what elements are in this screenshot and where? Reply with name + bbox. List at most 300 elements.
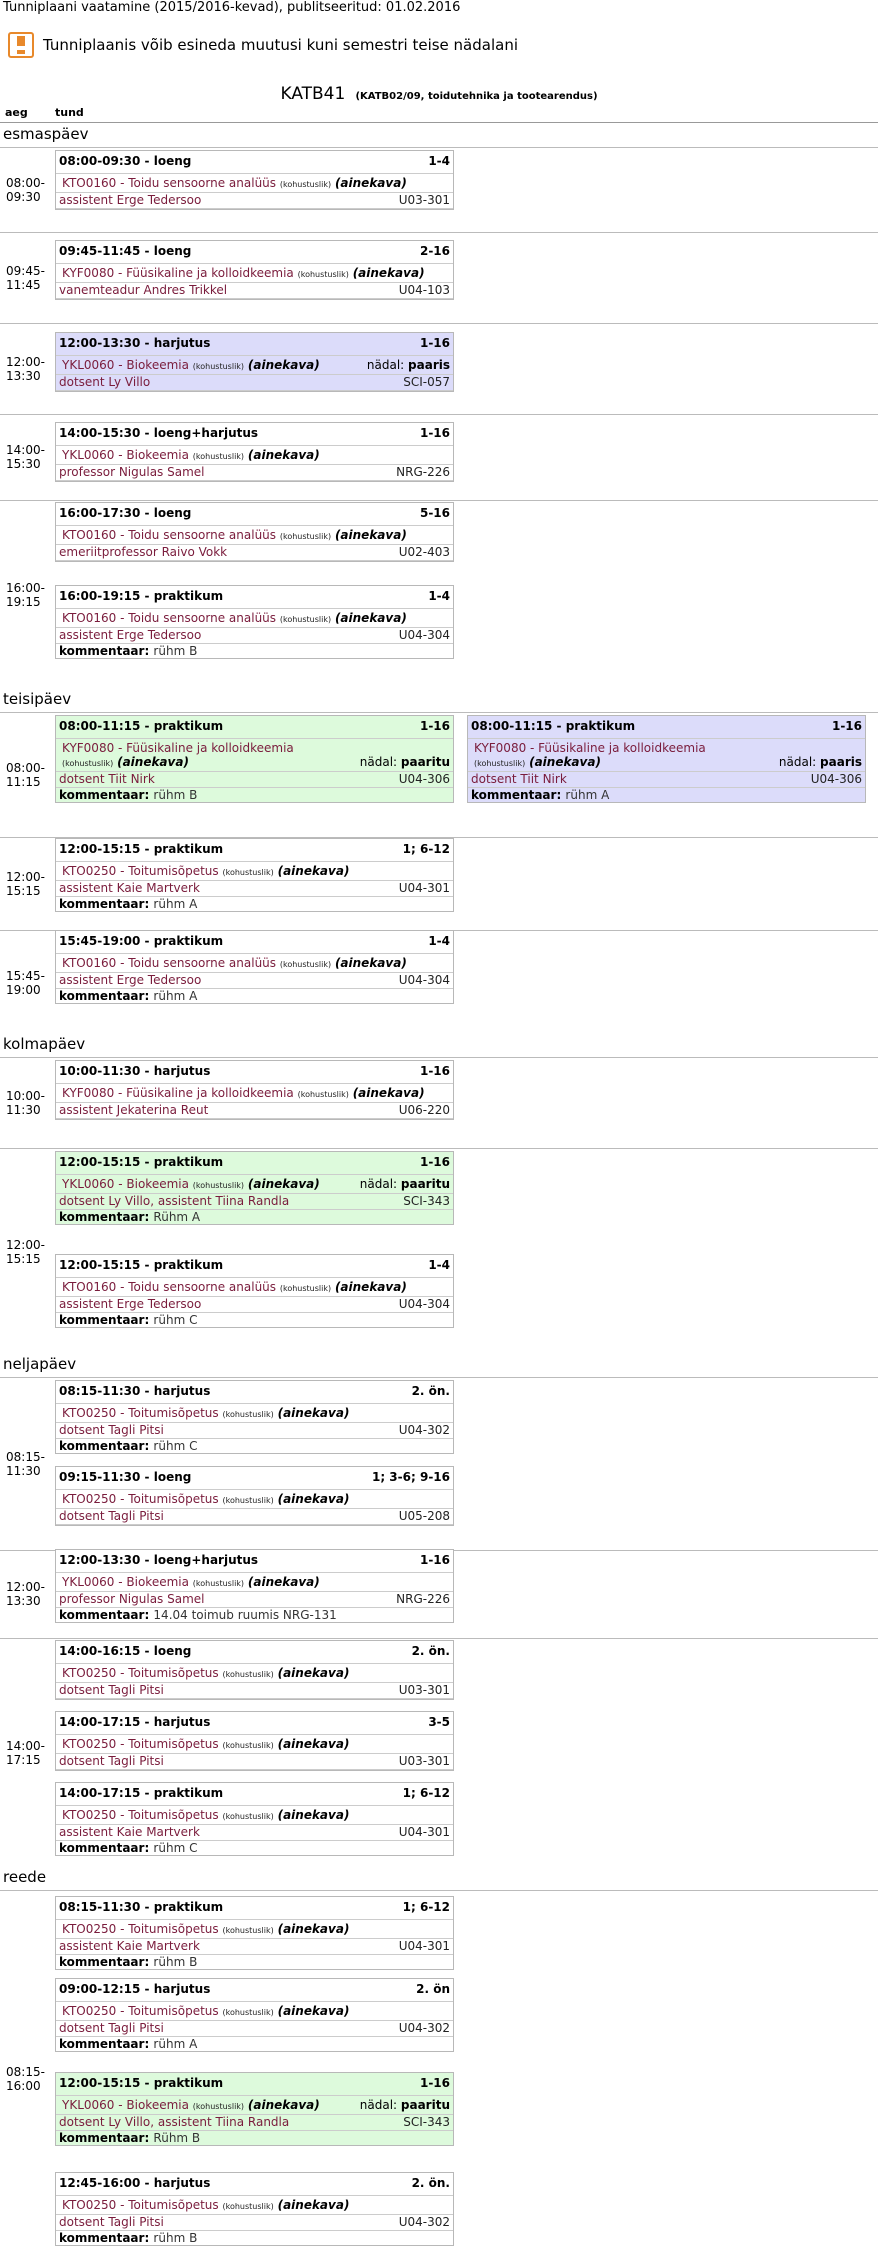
course-row — [56, 446, 453, 465]
class-card[interactable] — [55, 150, 454, 210]
class-type: harjutus — [153, 2176, 211, 2190]
course-status: (kohustuslik) — [279, 960, 332, 969]
slot-divider — [0, 323, 878, 324]
class-card[interactable] — [55, 2172, 454, 2246]
teacher-row — [56, 1194, 453, 1210]
teacher-row — [56, 881, 453, 897]
comment-label: kommentaar: — [59, 1210, 154, 1224]
week-parity-value: paaritu — [400, 2098, 450, 2112]
comment-label: kommentaar: — [59, 788, 154, 802]
course-link[interactable]: KYF0080 - Füüsikaline ja kolloidkeemia — [62, 266, 294, 280]
class-time: 08:00-11:15 - — [471, 719, 566, 733]
slot-time-start: 08:00- — [6, 761, 45, 775]
syllabus-link[interactable]: (ainekava) — [117, 755, 189, 769]
group-code: KATB41 — [280, 84, 346, 104]
course-link[interactable]: KYF0080 - Füüsikaline ja kolloidkeemia — [62, 741, 294, 755]
course-link[interactable]: YKL0060 - Biokeemia — [62, 1575, 189, 1589]
course-row — [56, 1278, 453, 1297]
teacher-row — [56, 628, 453, 644]
class-type: harjutus — [153, 1064, 211, 1078]
slot-time-start: 10:00- — [6, 1089, 45, 1103]
class-card[interactable] — [55, 1782, 454, 1856]
teacher-link[interactable]: assistent Kaie Martverk — [59, 881, 200, 895]
week-parity — [779, 755, 862, 769]
teacher-link[interactable]: dotsent Ly Villo — [59, 375, 151, 389]
page-title: Tunniplaani vaatamine (2015/2016-kevad), publitseeritud: 01.02.2016 — [3, 0, 461, 15]
comment-row — [56, 1313, 453, 1327]
syllabus-link[interactable]: (ainekava) — [277, 1737, 350, 1751]
class-time: 12:45-16:00 - — [59, 2176, 154, 2190]
week-parity-label: nädal: — [359, 1177, 401, 1191]
comment-value: rühm C — [153, 1439, 198, 1453]
course-link[interactable]: KTO0250 - Toitumisõpetus — [62, 1492, 219, 1506]
room-code: U04-306 — [398, 772, 450, 786]
comment-value: Rühm A — [153, 1210, 201, 1224]
teacher-row — [56, 1683, 453, 1699]
course-link[interactable]: KTO0250 - Toitumisõpetus — [62, 864, 219, 878]
teacher-row — [56, 545, 453, 561]
course-row — [56, 356, 453, 375]
syllabus-link[interactable]: (ainekava) — [334, 176, 407, 190]
course-status: (kohustuslik) — [222, 868, 274, 877]
header-divider — [0, 122, 878, 123]
day-name: teisipäev — [3, 690, 72, 708]
week-parity-label: nädal: — [359, 2098, 401, 2112]
slot-time-start: 08:00- — [6, 176, 45, 190]
slot-divider — [0, 500, 878, 501]
syllabus-link[interactable]: (ainekava) — [247, 448, 320, 462]
course-link[interactable]: KTO0160 - Toidu sensoorne analüüs — [62, 528, 277, 542]
slot-time-start: 14:00- — [6, 1739, 45, 1753]
class-time: 08:00-09:30 - — [59, 154, 154, 168]
class-time: 14:00-16:15 - — [59, 1644, 154, 1658]
card-header — [56, 1381, 453, 1404]
week-parity-label: nädal: — [359, 755, 401, 769]
course-link[interactable]: KTO0250 - Toitumisõpetus — [62, 1666, 219, 1680]
class-weeks: 1-16 — [419, 2076, 450, 2090]
slot-time — [6, 870, 46, 898]
slot-time-end: 15:15 — [6, 883, 41, 898]
comment-label: kommentaar: — [59, 1313, 154, 1327]
room-code: U03-301 — [398, 1683, 450, 1697]
teacher-link[interactable]: assistent Kaie Martverk — [59, 1825, 200, 1839]
syllabus-link[interactable]: (ainekava) — [529, 755, 601, 769]
comment-label: kommentaar: — [59, 989, 154, 1003]
class-weeks: 2. ön. — [411, 1384, 450, 1398]
teacher-row — [56, 1592, 453, 1608]
day-divider — [0, 712, 878, 713]
room-code: U04-302 — [398, 2021, 450, 2035]
room-code: SCI-343 — [403, 1194, 450, 1208]
teacher-row — [56, 1297, 453, 1313]
class-card[interactable] — [55, 1466, 454, 1526]
room-code: U03-301 — [398, 193, 450, 207]
class-weeks: 1-4 — [428, 154, 450, 168]
slot-time-start: 14:00- — [6, 443, 45, 457]
class-card[interactable] — [55, 930, 454, 1004]
teacher-row — [56, 1939, 453, 1955]
room-code: U04-306 — [810, 772, 862, 786]
slot-time-end: 11:30 — [6, 1464, 41, 1478]
teacher-link[interactable]: dotsent Tiit Nirk — [471, 772, 567, 786]
slot-time — [6, 1450, 46, 1478]
room-code: SCI-343 — [403, 2115, 450, 2129]
teacher-row — [56, 1754, 453, 1770]
course-link[interactable]: KYF0080 - Füüsikaline ja kolloidkeemia — [474, 741, 706, 755]
syllabus-link[interactable]: (ainekava) — [352, 266, 425, 280]
class-card[interactable] — [55, 1254, 454, 1328]
comment-row — [56, 1210, 453, 1224]
course-row — [56, 739, 453, 772]
teacher-row — [56, 283, 453, 299]
class-card[interactable] — [55, 332, 454, 392]
course-status: (kohustuslik) — [222, 1926, 274, 1935]
course-row — [56, 1404, 453, 1423]
comment-label: kommentaar: — [59, 1955, 154, 1969]
class-weeks: 2. ön — [416, 1982, 450, 1996]
course-row — [56, 954, 453, 973]
teacher-link[interactable]: dotsent Tagli Pitsi — [59, 1423, 164, 1437]
course-status: (kohustuslik) — [192, 2102, 245, 2111]
teacher-link[interactable]: vanemteadur Andres Trikkel — [59, 283, 228, 297]
class-weeks: 1-16 — [419, 1553, 450, 1567]
class-time: 16:00-19:15 - — [59, 589, 154, 603]
week-parity — [360, 755, 450, 769]
class-card[interactable] — [55, 715, 454, 803]
comment-label: kommentaar: — [59, 2231, 154, 2245]
slot-time-end: 15:30 — [6, 457, 41, 471]
class-type: praktikum — [153, 1258, 224, 1272]
slot-time-start: 08:15- — [6, 1450, 45, 1464]
comment-row — [56, 2037, 453, 2051]
card-header — [56, 1550, 453, 1573]
class-type: harjutus — [153, 1982, 211, 1996]
teacher-link[interactable]: dotsent Ly Villo, assistent Tiina Randla — [59, 1194, 290, 1208]
course-status: (kohustuslik) — [222, 1670, 274, 1679]
teacher-row — [56, 375, 453, 391]
card-header — [56, 1897, 453, 1920]
card-header — [56, 503, 453, 526]
teacher-row — [56, 1103, 453, 1119]
card-header — [56, 2073, 453, 2096]
card-header — [56, 1061, 453, 1084]
course-status: (kohustuslik) — [222, 1496, 274, 1505]
syllabus-link[interactable]: (ainekava) — [277, 2004, 350, 2018]
class-card[interactable] — [55, 1978, 454, 2052]
class-time: 12:00-13:30 - — [59, 1553, 154, 1567]
class-type: praktikum — [153, 719, 224, 733]
card-header — [56, 1467, 453, 1490]
room-code: U04-103 — [398, 283, 450, 297]
class-type: praktikum — [153, 1786, 224, 1800]
class-card[interactable] — [55, 240, 454, 300]
course-row — [56, 2196, 453, 2215]
comment-label: kommentaar: — [59, 1608, 154, 1622]
class-card[interactable] — [55, 2072, 454, 2146]
comment-row — [56, 989, 453, 1003]
course-row — [468, 739, 865, 772]
teacher-link[interactable]: assistent Erge Tedersoo — [59, 193, 202, 207]
teacher-row — [56, 1423, 453, 1439]
room-code: U04-304 — [398, 973, 450, 987]
course-status: (kohustuslik) — [297, 1090, 349, 1099]
course-row — [56, 264, 453, 283]
day-name: neljapäev — [3, 1355, 77, 1373]
room-code: U04-304 — [398, 1297, 450, 1311]
course-link[interactable]: YKL0060 - Biokeemia — [62, 358, 189, 372]
class-card[interactable] — [55, 1549, 454, 1623]
class-card[interactable] — [55, 1151, 454, 1225]
class-time: 08:15-11:30 - — [59, 1384, 154, 1398]
slot-time — [6, 969, 46, 997]
course-link[interactable]: KTO0160 - Toidu sensoorne analüüs — [62, 1280, 277, 1294]
class-weeks: 1-16 — [419, 719, 450, 733]
day-divider — [0, 1057, 878, 1058]
class-card[interactable] — [55, 502, 454, 562]
course-link[interactable]: YKL0060 - Biokeemia — [62, 2098, 189, 2112]
course-row — [56, 526, 453, 545]
card-header — [56, 716, 453, 739]
course-status: (kohustuslik) — [192, 1579, 245, 1588]
teacher-link[interactable]: assistent Kaie Martverk — [59, 1939, 200, 1953]
column-header-time: aeg — [5, 106, 28, 119]
class-card[interactable] — [55, 1711, 454, 1771]
class-weeks: 2. ön. — [411, 1644, 450, 1658]
course-link[interactable]: KTO0160 - Toidu sensoorne analüüs — [62, 956, 277, 970]
class-weeks: 1; 6-12 — [402, 1900, 450, 1914]
class-type: loeng — [153, 1644, 192, 1658]
course-link[interactable]: KTO0250 - Toitumisõpetus — [62, 1808, 219, 1822]
slot-time — [6, 443, 46, 471]
course-status: (kohustuslik) — [222, 1741, 274, 1750]
comment-row — [56, 1439, 453, 1453]
teacher-link[interactable]: emeriitprofessor Raivo Vokk — [59, 545, 228, 559]
class-type: praktikum — [153, 934, 224, 948]
teacher-link[interactable]: dotsent Tagli Pitsi — [59, 2021, 164, 2035]
teacher-link[interactable]: assistent Erge Tedersoo — [59, 628, 202, 642]
teacher-row — [56, 973, 453, 989]
teacher-link[interactable]: dotsent Tagli Pitsi — [59, 2215, 164, 2229]
comment-label: kommentaar: — [471, 788, 566, 802]
course-link[interactable]: KTO0250 - Toitumisõpetus — [62, 1737, 219, 1751]
class-type: praktikum — [153, 842, 224, 856]
course-status: (kohustuslik) — [192, 452, 245, 461]
class-type: harjutus — [153, 1715, 211, 1729]
teacher-row — [56, 2021, 453, 2037]
room-code: U03-301 — [398, 1754, 450, 1768]
class-time: 12:00-13:30 - — [59, 336, 154, 350]
class-weeks: 1-16 — [831, 719, 862, 733]
course-status: (kohustuslik) — [279, 532, 332, 541]
slot-time-end: 11:30 — [6, 1103, 41, 1117]
teacher-link[interactable]: assistent Erge Tedersoo — [59, 973, 202, 987]
slot-divider — [0, 232, 878, 233]
week-parity-value: paaris — [408, 358, 450, 372]
teacher-link[interactable]: assistent Jekaterina Reut — [59, 1103, 209, 1117]
slot-time-start: 16:00- — [6, 581, 45, 595]
slot-time — [6, 581, 46, 609]
teacher-row — [56, 2115, 453, 2131]
course-status: (kohustuslik) — [222, 2202, 274, 2211]
comment-value: rühm A — [565, 788, 610, 802]
syllabus-link[interactable]: (ainekava) — [277, 1666, 350, 1680]
course-row — [56, 2096, 453, 2115]
course-link[interactable]: KTO0250 - Toitumisõpetus — [62, 2198, 219, 2212]
class-time: 08:15-11:30 - — [59, 1900, 154, 1914]
class-weeks: 3-5 — [428, 1715, 450, 1729]
class-type: harjutus — [153, 1384, 211, 1398]
comment-row — [56, 644, 453, 658]
comment-row — [56, 1955, 453, 1969]
week-parity — [360, 1177, 450, 1191]
class-time: 14:00-15:30 - — [59, 426, 154, 440]
teacher-link[interactable]: professor Nigulas Samel — [59, 465, 205, 479]
class-card[interactable] — [55, 1896, 454, 1970]
course-row — [56, 1735, 453, 1754]
slot-time — [6, 1238, 46, 1266]
syllabus-link[interactable]: (ainekava) — [277, 2198, 350, 2212]
class-type: praktikum — [153, 2076, 224, 2090]
comment-value: rühm B — [153, 644, 198, 658]
slot-time-start: 08:15- — [6, 2064, 45, 2079]
course-link[interactable]: KTO0250 - Toitumisõpetus — [62, 1922, 219, 1936]
syllabus-link[interactable]: (ainekava) — [334, 611, 407, 625]
class-card[interactable] — [55, 1060, 454, 1120]
comment-value: rühm B — [153, 788, 198, 802]
course-status: (kohustuslik) — [279, 1284, 332, 1293]
day-divider — [0, 147, 878, 148]
class-card[interactable] — [467, 715, 866, 803]
class-weeks: 1-4 — [428, 1258, 450, 1272]
notice-text: Tunniplaanis võib esineda muutusi kuni semestri teise nädalani — [43, 36, 518, 54]
course-row — [56, 1806, 453, 1825]
class-card[interactable] — [55, 1640, 454, 1700]
slot-time-start: 15:45- — [6, 968, 45, 983]
comment-value: Rühm B — [153, 2131, 201, 2145]
course-status: (kohustuslik) — [279, 615, 332, 624]
day-name: kolmapäev — [3, 1035, 86, 1053]
class-time: 08:00-11:15 - — [59, 719, 154, 733]
card-header — [56, 1641, 453, 1664]
course-link[interactable]: KTO0160 - Toidu sensoorne analüüs — [62, 611, 277, 625]
course-link[interactable]: KTO0250 - Toitumisõpetus — [62, 2004, 219, 2018]
course-row — [56, 1175, 453, 1194]
class-type: harjutus — [153, 336, 211, 350]
syllabus-link[interactable]: (ainekava) — [334, 1280, 407, 1294]
comment-value: rühm A — [153, 897, 198, 911]
syllabus-link[interactable]: (ainekava) — [247, 1575, 320, 1589]
course-status: (kohustuslik) — [222, 1410, 274, 1419]
slot-time-end: 19:15 — [6, 595, 41, 609]
course-status: (kohustuslik) — [192, 362, 245, 371]
syllabus-link[interactable]: (ainekava) — [277, 1406, 350, 1420]
day-name: reede — [3, 1868, 47, 1886]
course-row — [56, 1920, 453, 1939]
class-weeks: 1-16 — [419, 1064, 450, 1078]
room-code: U02-403 — [398, 545, 450, 559]
slot-divider — [0, 414, 878, 415]
syllabus-link[interactable]: (ainekava) — [352, 1086, 425, 1100]
class-time: 12:00-15:15 - — [59, 1155, 154, 1169]
class-card[interactable] — [55, 838, 454, 912]
class-type: loeng+harjutus — [153, 1553, 259, 1567]
syllabus-link[interactable]: (ainekava) — [277, 1808, 350, 1822]
card-header — [56, 1712, 453, 1735]
week-parity — [360, 2098, 450, 2112]
room-code: NRG-226 — [396, 1592, 450, 1606]
class-card[interactable] — [55, 585, 454, 659]
slot-time-start: 12:00- — [6, 354, 45, 369]
course-link[interactable]: KYF0080 - Füüsikaline ja kolloidkeemia — [62, 1086, 294, 1100]
class-weeks: 1; 6-12 — [402, 1786, 450, 1800]
slot-time-end: 15:15 — [6, 1251, 41, 1266]
syllabus-link[interactable]: (ainekava) — [247, 358, 320, 372]
slot-time-start: 12:00- — [6, 1237, 45, 1252]
course-link[interactable]: YKL0060 - Biokeemia — [62, 448, 189, 462]
course-status: (kohustuslik) — [62, 759, 114, 768]
comment-row — [56, 1608, 453, 1622]
class-type: loeng — [153, 154, 192, 168]
class-card[interactable] — [55, 422, 454, 482]
slot-time-end: 17:15 — [6, 1753, 41, 1767]
comment-value: rühm A — [153, 2037, 198, 2051]
comment-row — [56, 897, 453, 911]
syllabus-link[interactable]: (ainekava) — [277, 1492, 350, 1506]
syllabus-link[interactable]: (ainekava) — [334, 956, 407, 970]
class-weeks: 1-16 — [419, 1155, 450, 1169]
card-header — [56, 1255, 453, 1278]
slot-time — [6, 2065, 46, 2093]
course-link[interactable]: KTO0250 - Toitumisõpetus — [62, 1406, 219, 1420]
teacher-link[interactable]: dotsent Tagli Pitsi — [59, 1754, 164, 1768]
slot-time — [6, 355, 46, 383]
syllabus-link[interactable]: (ainekava) — [334, 528, 407, 542]
comment-value: rühm B — [153, 1955, 198, 1969]
teacher-row — [56, 1825, 453, 1841]
teacher-link[interactable]: assistent Erge Tedersoo — [59, 1297, 202, 1311]
teacher-link[interactable]: professor Nigulas Samel — [59, 1592, 205, 1606]
teacher-link[interactable]: dotsent Tiit Nirk — [59, 772, 155, 786]
class-time: 09:00-12:15 - — [59, 1982, 154, 1996]
course-link[interactable]: KTO0160 - Toidu sensoorne analüüs — [62, 176, 277, 190]
room-code: U04-301 — [398, 1939, 450, 1953]
teacher-link[interactable]: dotsent Tagli Pitsi — [59, 1509, 164, 1523]
course-link[interactable]: YKL0060 - Biokeemia — [62, 1177, 189, 1191]
syllabus-link[interactable]: (ainekava) — [247, 1177, 320, 1191]
day-divider — [0, 1377, 878, 1378]
class-card[interactable] — [55, 1380, 454, 1454]
slot-time-start: 09:45- — [6, 263, 45, 278]
class-weeks: 1; 6-12 — [402, 842, 450, 856]
notice-banner — [8, 32, 518, 58]
syllabus-link[interactable]: (ainekava) — [247, 2098, 320, 2112]
class-type: praktikum — [153, 1155, 224, 1169]
week-parity-value: paaritu — [400, 755, 450, 769]
class-type: praktikum — [153, 589, 224, 603]
syllabus-link[interactable]: (ainekava) — [277, 1922, 350, 1936]
teacher-link[interactable]: dotsent Tagli Pitsi — [59, 1683, 164, 1697]
class-time: 16:00-17:30 - — [59, 506, 154, 520]
syllabus-link[interactable]: (ainekava) — [277, 864, 350, 878]
card-header — [56, 839, 453, 862]
comment-row — [56, 2131, 453, 2145]
card-header — [56, 423, 453, 446]
comment-label: kommentaar: — [59, 897, 154, 911]
comment-label: kommentaar: — [59, 2131, 154, 2145]
teacher-link[interactable]: dotsent Ly Villo, assistent Tiina Randla — [59, 2115, 290, 2129]
comment-label: kommentaar: — [59, 1439, 154, 1453]
room-code: SCI-057 — [403, 375, 450, 389]
